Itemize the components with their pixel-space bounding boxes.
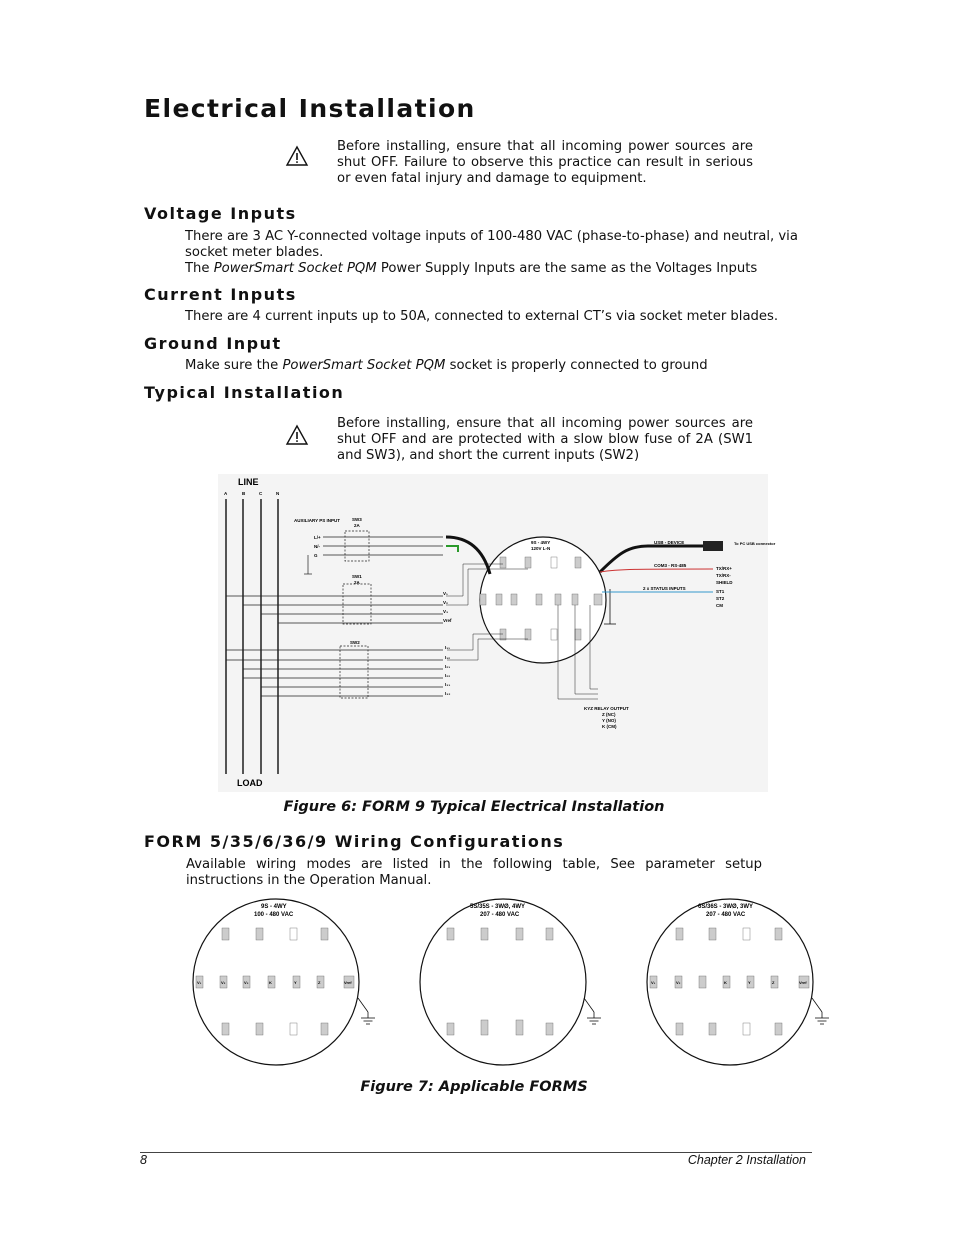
product-name: PowerSmart Socket PQM xyxy=(282,358,446,373)
meter-3-k: K xyxy=(724,980,727,985)
meter-form-9s xyxy=(193,899,375,1065)
ground-text-pre: Make sure the xyxy=(185,358,283,373)
warning-text-1: Before installing, ensure that all incoming power sources are shut OFF. Failure to observe this practice can result in serious or even fatal injury and damage to equipment. xyxy=(337,139,753,186)
voltage-inputs-line1: There are 3 AC Y-connected voltage inputs of 100-480 VAC (phase-to-phase) and neutral, via socket meter blades. xyxy=(185,229,798,260)
forms-heading: FORM 5/35/6/36/9 Wiring Configurations xyxy=(144,832,565,851)
phase-n-label: N xyxy=(276,491,280,496)
meter-1-v1: V₁ xyxy=(197,980,202,985)
sw1-label: SW1 xyxy=(352,574,362,579)
meter-3-range: 207 - 480 VAC xyxy=(706,912,746,918)
usb-plug xyxy=(703,541,723,551)
meter-3-v1: V₁ xyxy=(651,980,656,985)
voltage-inputs-line2-pre: The xyxy=(185,261,214,276)
current-inputs-heading: Current Inputs xyxy=(144,285,297,304)
com-pin-2: TX/RX- xyxy=(716,573,731,578)
meter-2-range: 207 - 480 VAC xyxy=(480,912,520,918)
meter-1-vref: Vref xyxy=(344,980,352,985)
meter-1-v2: V₂ xyxy=(221,980,226,985)
com-pin-3: SHIELD xyxy=(716,580,733,585)
i32-term: I₃₂ xyxy=(445,691,451,696)
meter-1-y: Y xyxy=(294,980,297,985)
meter-sub: 120V L-N xyxy=(531,546,551,551)
sw2-label: SW2 xyxy=(350,640,360,645)
ground-icon xyxy=(358,998,375,1024)
phase-a-label: A xyxy=(224,491,228,496)
forms-text: Available wiring modes are listed in the following table, See parameter setup instructions in the Operation Manual. xyxy=(186,857,762,888)
usb-label: USB - DEVICE xyxy=(654,540,685,545)
warning-icon xyxy=(286,424,308,446)
relay-pin-z: Z (NC) xyxy=(602,712,616,717)
sw3-fuse-label: 2A xyxy=(354,523,360,528)
forms-diagram xyxy=(190,898,836,1070)
status-pin-3: CM xyxy=(716,603,723,608)
voltage-inputs-line2-post: Power Supply Inputs are the same as the Voltages Inputs xyxy=(376,261,758,276)
com-pin-1: TX/RX+ xyxy=(716,566,732,571)
meter-title: 9S - 4WY xyxy=(531,540,551,545)
meter-3-title: 6S/36S - 3WØ, 3WY xyxy=(698,904,754,910)
meter-2-title: 5S/35S - 3WØ, 4WY xyxy=(470,904,526,910)
page-title: Electrical Installation xyxy=(144,94,476,123)
relay-label: KYZ RELAY OUTPUT xyxy=(584,706,629,711)
line-label: LINE xyxy=(238,477,259,487)
i21-term: I₂₁ xyxy=(445,664,451,669)
warning-icon xyxy=(286,145,308,167)
v3-term: V₃ xyxy=(443,609,449,614)
meter-1-z: Z xyxy=(318,980,321,985)
meter-3-vref: Vref xyxy=(799,980,807,985)
phase-b-label: B xyxy=(242,491,246,496)
meter-form-6s-36s xyxy=(647,899,829,1065)
meter-3-v2: V₂ xyxy=(676,980,681,985)
i22-term: I₂₂ xyxy=(445,673,451,678)
aux-ps-label: AUXILIARY PS INPUT xyxy=(294,518,341,523)
aux-term-l: L/+ xyxy=(314,535,321,540)
figure-7-caption: Figure 7: Applicable FORMS xyxy=(360,1079,588,1095)
vref-term: Vref xyxy=(443,618,452,623)
meter-1-title: 9S - 4WY xyxy=(261,904,287,910)
i12-term: I₁₂ xyxy=(445,655,451,660)
i31-term: I₃₁ xyxy=(445,682,451,687)
meter-form-5s-35s xyxy=(420,899,601,1065)
warning-text-2: Before installing, ensure that all incoming power sources are shut OFF and are protected with a slow blow fuse of 2A (SW1 and SW3), and short the current inputs (SW2) xyxy=(337,416,753,463)
com-label: COM3 - RS-485 xyxy=(654,563,687,568)
status-label: 2 x STATUS INPUTS xyxy=(643,586,686,591)
voltage-inputs-heading: Voltage Inputs xyxy=(144,204,297,223)
i11-term: I₁₁ xyxy=(445,645,450,650)
status-pin-1: ST1 xyxy=(716,589,725,594)
v2-term: V₂ xyxy=(443,600,449,605)
load-label: LOAD xyxy=(237,778,263,788)
meter-3-z: Z xyxy=(772,980,775,985)
chapter-label: Chapter 2 Installation xyxy=(687,1153,806,1167)
voltage-inputs-text xyxy=(185,229,803,277)
status-pin-2: ST2 xyxy=(716,596,725,601)
product-name: PowerSmart Socket PQM xyxy=(213,261,377,276)
meter-3-y: Y xyxy=(748,980,751,985)
meter-1-range: 100 - 480 VAC xyxy=(254,912,294,918)
ground-text-post: socket is properly connected to ground xyxy=(445,358,708,373)
aux-term-g: G xyxy=(314,553,318,558)
usb-to-label: To PC USB connector xyxy=(734,541,776,546)
figure-6-caption: Figure 6: FORM 9 Typical Electrical Installation xyxy=(283,799,665,815)
page-number: 8 xyxy=(140,1153,147,1167)
sw3-label: SW3 xyxy=(352,517,362,522)
ground-icon xyxy=(812,998,829,1024)
meter-1-v3: V₃ xyxy=(244,980,249,985)
relay-pin-y: Y (NO) xyxy=(602,718,616,723)
wiring-diagram xyxy=(218,474,776,792)
phase-c-label: C xyxy=(259,491,263,496)
ground-icon xyxy=(584,998,601,1024)
ground-input-text xyxy=(185,358,708,374)
aux-term-n: N/- xyxy=(314,544,320,549)
relay-pin-k: K (CM) xyxy=(602,724,617,729)
typical-installation-heading: Typical Installation xyxy=(144,383,345,402)
meter-1-k: K xyxy=(269,980,272,985)
v1-term: V₁ xyxy=(443,591,448,596)
current-inputs-text: There are 4 current inputs up to 50A, connected to external CT’s via socket meter blades. xyxy=(185,309,779,324)
ground-input-heading: Ground Input xyxy=(144,334,282,353)
sw1-fuse-label: 2A xyxy=(354,580,360,585)
